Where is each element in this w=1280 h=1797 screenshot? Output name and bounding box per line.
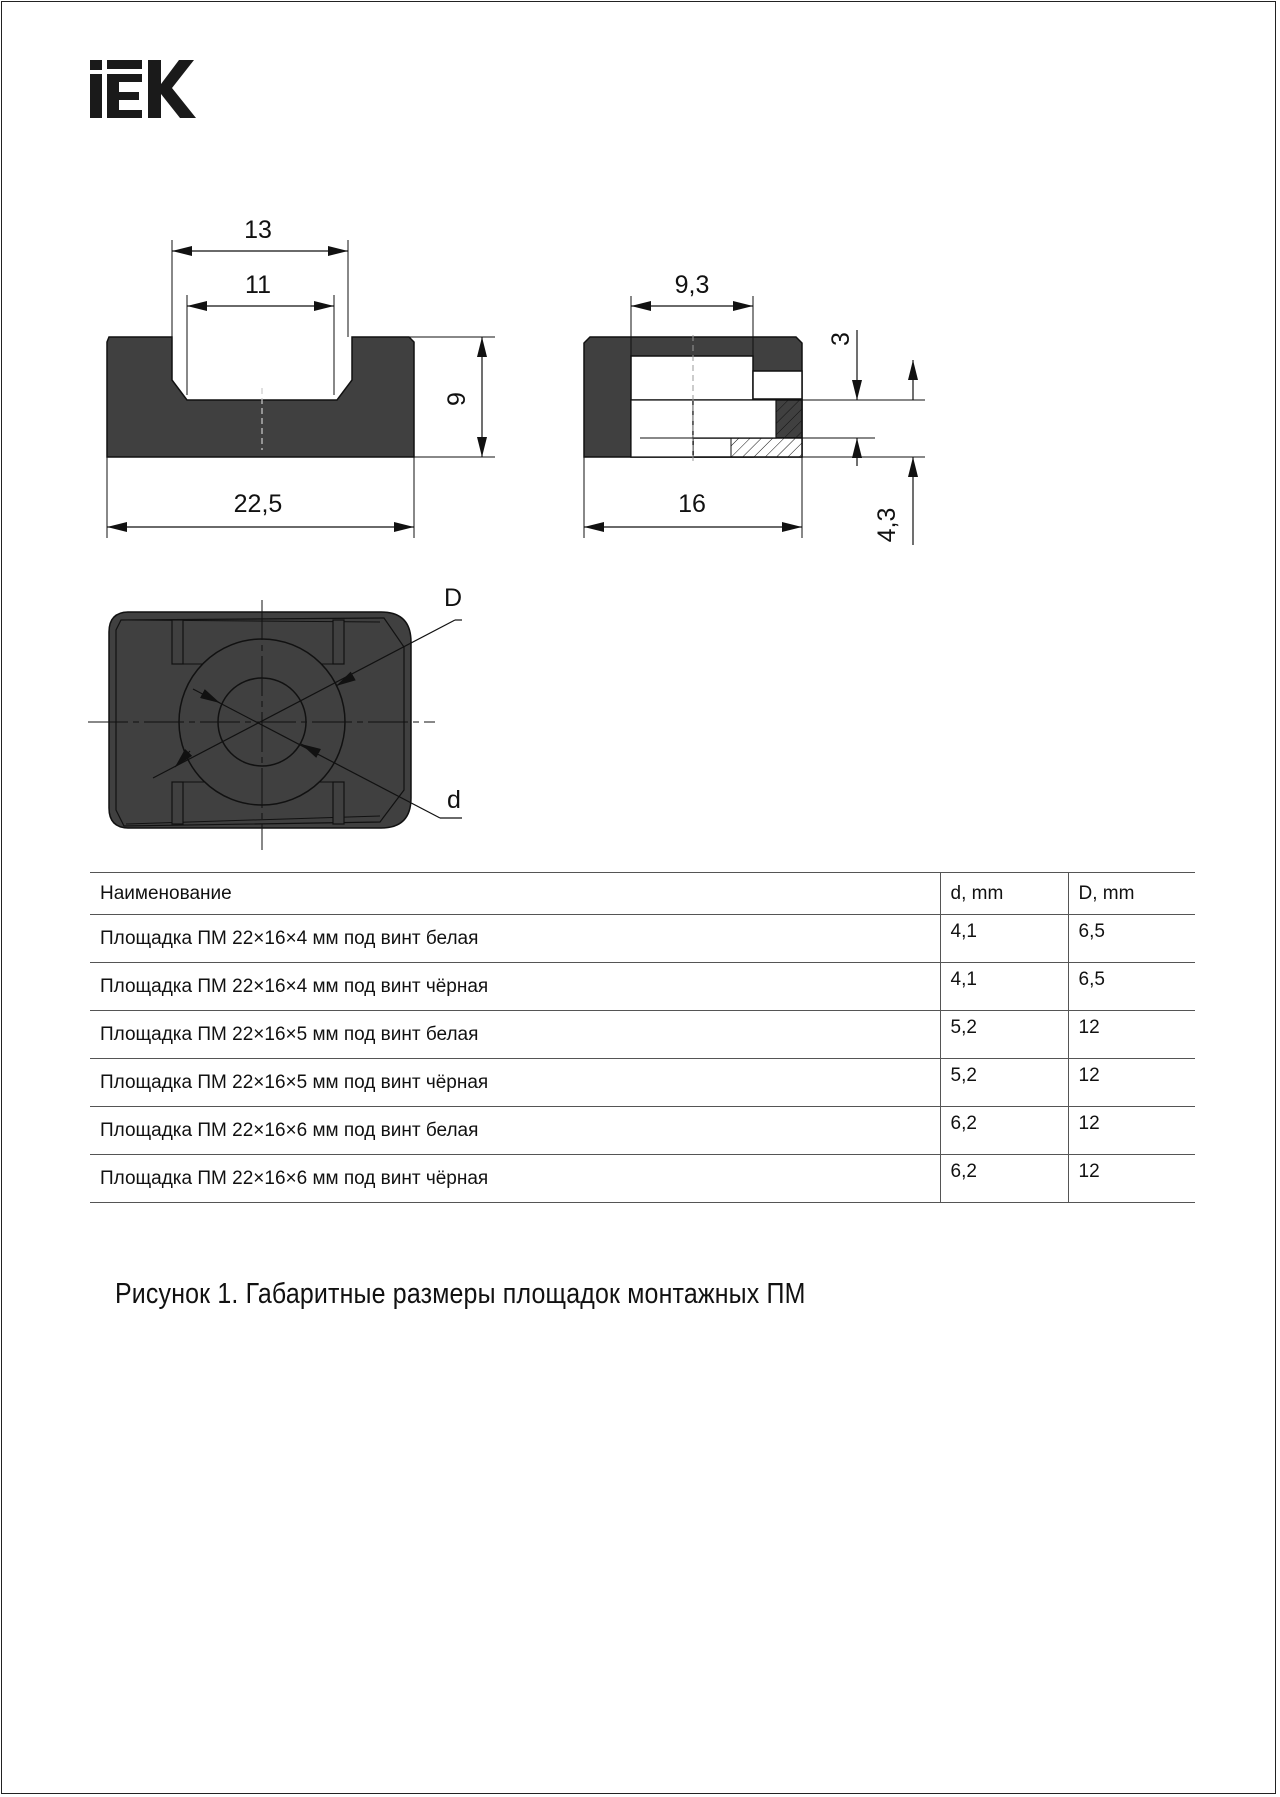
cell-D: 6,5 (1068, 915, 1195, 963)
cell-name: Площадка ПМ 22×16×4 мм под винт чёрная (90, 963, 940, 1011)
cell-D: 12 (1068, 1155, 1195, 1203)
header-name: Наименование (90, 873, 940, 915)
figure-caption: Рисунок 1. Габаритные размеры площадок монтажных ПМ (115, 1278, 806, 1310)
table-row (90, 1155, 1195, 1203)
dim-16: 16 (678, 490, 706, 518)
table-row (90, 1059, 1195, 1107)
front-view (107, 216, 495, 538)
label-D: D (443, 584, 463, 612)
front-view-body (107, 337, 414, 457)
header-D: D, mm (1068, 873, 1195, 915)
cell-name: Площадка ПМ 22×16×4 мм под винт белая (90, 915, 940, 963)
cell-d: 6,2 (940, 1107, 1068, 1155)
cell-name: Площадка ПМ 22×16×5 мм под винт чёрная (90, 1059, 940, 1107)
label-d: d (447, 786, 461, 814)
spec-table (90, 872, 1195, 1203)
side-view (584, 271, 925, 545)
cell-d: 4,1 (940, 915, 1068, 963)
table-row (90, 1107, 1195, 1155)
cell-d: 4,1 (940, 963, 1068, 1011)
cell-name: Площадка ПМ 22×16×6 мм под винт чёрная (90, 1155, 940, 1203)
header-d: d, mm (940, 873, 1068, 915)
cell-name: Площадка ПМ 22×16×6 мм под винт белая (90, 1107, 940, 1155)
dim-3: 3 (827, 332, 855, 346)
cell-d: 5,2 (940, 1011, 1068, 1059)
cell-name: Площадка ПМ 22×16×5 мм под винт белая (90, 1011, 940, 1059)
technical-drawing (0, 0, 1280, 860)
top-view (88, 584, 462, 850)
dim-4-3: 4,3 (873, 507, 901, 543)
table-row (90, 963, 1195, 1011)
cell-D: 12 (1068, 1107, 1195, 1155)
cell-d: 6,2 (940, 1155, 1068, 1203)
dim-9-3: 9,3 (674, 271, 710, 299)
dim-11: 11 (245, 271, 271, 299)
table-header-row (90, 873, 1195, 915)
table-row (90, 1011, 1195, 1059)
cell-D: 12 (1068, 1059, 1195, 1107)
cell-D: 12 (1068, 1011, 1195, 1059)
table-row (90, 915, 1195, 963)
dim-13: 13 (244, 216, 272, 244)
cell-D: 6,5 (1068, 963, 1195, 1011)
cell-d: 5,2 (940, 1059, 1068, 1107)
dim-9: 9 (443, 392, 471, 406)
dim-22-5: 22,5 (233, 490, 283, 518)
